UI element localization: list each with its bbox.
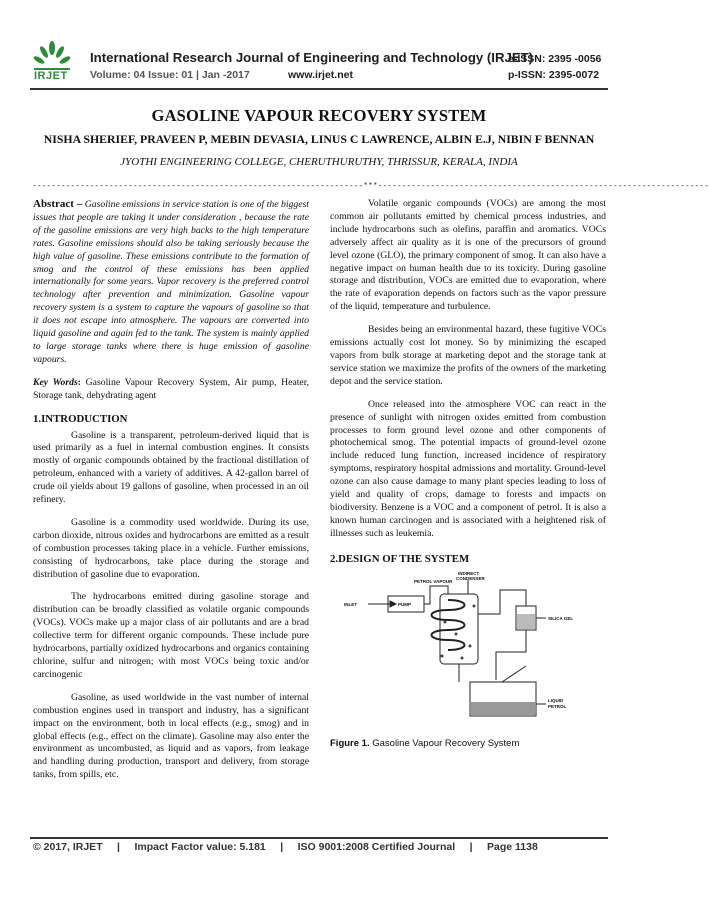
figure-caption [330,738,606,751]
label-liquid: LIQUID [548,697,564,703]
right-column [330,198,606,750]
figure-caption-label: Figure 1. [330,737,370,749]
system-diagram [330,570,606,730]
vapour-pipe [424,586,448,604]
paper-title: GASOLINE VAPOUR RECOVERY SYSTEM [151,106,487,125]
section-separator: ---------------------------------------------------------------------***--------------------------------------------------------------------- [32,182,709,191]
footer-copyright: © 2017, IRJET [33,841,103,853]
journal-logo [30,40,74,86]
footer-iso: ISO 9001:2008 Certified Journal [297,841,456,853]
footer-separator: | [469,841,473,853]
e-issn: e-ISSN: 2395 -0056 [508,53,602,65]
body-paragraph: Volatile organic compounds (VOCs) are among the most common air pollutants emitted by chemical process industries, and include hydrocarbons such as olefins, paraffin and aromatics. VOCs adversely affect air quality as it is one of the precursors of ground level ozone (GLO), the primary component of smog. It can also have a negative impact on human health due to its toxicity. During gasoline storage and distribution, VOCs are emitted due to evaporation, where the rate of evaporation depends on factors such as the vapor pressure of the liquid, temperature and turbulence. [330,198,606,313]
silica-pipe [478,590,526,614]
footer-impact-factor: Impact Factor value: 5.181 [134,841,266,853]
keywords-label: Key Words [33,376,78,388]
label-indirect: INDIRECT [458,570,480,576]
intro-paragraph: The hydrocarbons emitted during gasoline storage and distribution can be broadly classified as volatile organic compounds (VOCs). VOCs make up a major class of air pollutants and are a brad collective term for different organic compounds. These include pure hydrocarbons, partially oxidized hydrocarbons and organics containing chlorine, sulfur and nitrogen; with most VOCs being toxic and/or carcinogenic [33,591,309,680]
intro-heading: 1.INTRODUCTION [33,412,128,425]
return-pipe [496,630,526,680]
keywords-text: Gasoline Vapour Recovery System, Air pump, Heater, Storage tank, dehydrating agent [33,376,309,401]
header-rule [30,88,608,90]
paper-affiliation: JYOTHI ENGINEERING COLLEGE, CHERUTHURUTHY, THRISSUR, KERALA, INDIA [120,156,518,168]
journal-url[interactable]: www.irjet.net [288,69,353,81]
label-pump: PUMP [398,601,412,607]
label-inlet: INLET [344,601,357,607]
footer-separator: | [280,841,284,853]
volume-issue: Volume: 04 Issue: 01 | Jan -2017 [90,69,250,81]
left-column [33,198,309,792]
tank-vent [502,666,526,682]
abstract [33,198,309,367]
figure-caption-text: Gasoline Vapour Recovery System [369,737,520,749]
logo-text: IRJET [34,70,68,82]
keywords [33,377,309,403]
keywords-colon: : [77,376,81,388]
abstract-label: Abstract – [33,198,83,210]
label-petrol: PETROL [548,703,567,709]
condenser-coil [432,600,465,650]
system-diagram-svg [330,570,606,730]
abstract-text: Gasoline emissions in service station is one of the biggest issues that people are taking it under consideration , because the rate of the gasoline emissions are very high backs to the high temperature rates. Gasoline emissions should also be taking seriously because the high value of gasoline. These emissions contribute to the formation of smog and the control of these emissions has been applied internationally for some years. Vapor recovery is the preferred control technology after prevention and minimization. Gasoline vapour recovery system is a system to capture the vapours of gasoline so that it does not escape into atmosphere. The vapours are converted into liquid gasoline and again fed to the tank. The system is mainly applied to large storage tanks where there is huge emission of gasoline vapours. [33,199,309,365]
design-heading: 2.DESIGN OF THE SYSTEM [330,552,470,565]
paper-authors: NISHA SHERIEF, PRAVEEN P, MEBIN DEVASIA, LINUS C LAWRENCE, ALBIN E.J, NIBIN F BENNAN [43,132,595,146]
inlet-arrow-icon [390,601,396,607]
footer-separator: | [117,841,120,853]
label-petrol-vapour: PETROL VAPOUR [414,578,453,584]
label-silica-gel: SILICA GEL [548,615,574,621]
intro-paragraph: Gasoline, as used worldwide in the vast number of internal combustion engines used in transport and industry, has a significant impact on the environment, both in local effects (e.g., smog) and in global effects (e.g., effect on the climate). Gasoline may also enter the environment as uncombusted, as liquid and as vapors, from leakage and handling during production, transport and delivery, from storage tanks, from spills, etc. [33,691,309,781]
intro-paragraph: Gasoline is a commodity used worldwide. During its use, carbon dioxide, nitrous oxides and hydrocarbons are emitted as a result of combustion processes taking place in a vehicle. Further emissions, consisting of hydrocarbons, take place during the storage and distribution of gasoline due to evaporation. [33,516,309,580]
page-footer [33,841,538,853]
label-condenser: CONDENSER [456,575,485,581]
intro-paragraph: Gasoline is a transparent, petroleum-derived liquid that is used primarily as a fuel in internal combustion engines. It consists mostly of organic compounds obtained by the fractional distillation of petroleum, enhanced with a variety of additives. A 42-gallon barrel of crude oil yields about 19 gallons of gasoline, when processed in an oil refinery. [33,429,309,506]
footer-page-number: Page 1138 [487,841,538,853]
journal-title: International Research Journal of Engineering and Technology (IRJET) [90,50,534,65]
body-paragraph: Once released into the atmosphere VOC can react in the presence of sunlight with nitrogen oxides emitted from combustion processes to form ground level ozone and other components of photochemical smog. The potential impacts of ground-level ozone include reduced lung function, increased incidence of respiratory symptoms, respiratory hospital admissions and mortality. Ground-level ozone can also cause damage to many plant species leading to loss of yield and quality of crops, damage to forests and impacts on biodiversity. Benzene is a VOC and a component of petrol. It is also a known human carcinogen and is associated with a heightened risk of illnesses such as leukemia. [330,398,606,539]
p-issn: p-ISSN: 2395-0072 [508,69,600,81]
body-paragraph: Besides being an environmental hazard, these fugitive VOCs emissions actually cost lot money. So by minimizing the escaped vapors from bulk storage at marketing depot and the storage tank at service station we maximize the profits of the owners of the marketing depot and the service station. [330,324,606,387]
footer-rule [30,837,608,839]
